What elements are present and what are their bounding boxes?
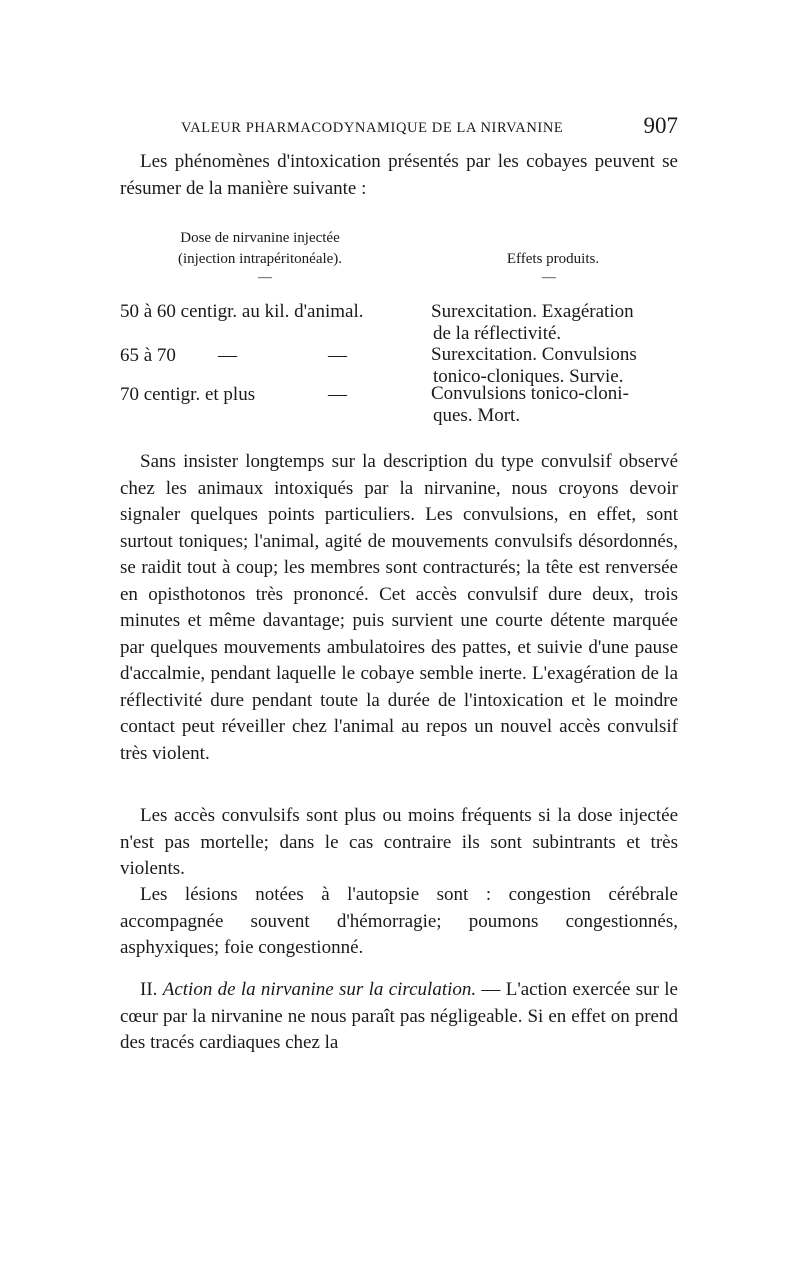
section-text: — L'action exercée sur le cœur par la nirvanine ne nous paraît pas négligeable. Si en effet on prend des tracés cardiaques chez la — [120, 979, 678, 1053]
effect-row-3-line2: ques. Mort. — [433, 405, 521, 426]
dose-header-dash: — — [258, 270, 272, 285]
effect-row-3-line1: Convulsions tonico-cloni- — [431, 383, 629, 404]
effect-column-header: Effets produits. — [506, 251, 600, 267]
dose-column-header — [145, 228, 375, 270]
dose-row-1: 50 à 60 centigr. au kil. d'animal. — [120, 301, 364, 322]
effect-row-2 — [431, 344, 678, 388]
effect-row-1 — [431, 301, 678, 345]
running-title: VALEUR PHARMACODYNAMIQUE DE LA NIRVANINE — [181, 120, 564, 136]
dose-row-2-ditto-2: — — [328, 345, 347, 366]
dose-header-line1: Dose de nirvanine injectée — [180, 230, 340, 246]
dose-header-line2: (injection intrapéritonéale). — [177, 251, 343, 267]
effect-row-2-line1: Surexcitation. Convulsions — [431, 344, 637, 365]
dose-row-3-ditto: — — [328, 384, 347, 405]
dose-row-2: 65 à 70 — [120, 345, 176, 366]
effect-row-1-line1: Surexcitation. Exagération — [431, 301, 634, 322]
effect-row-2-line2: tonico-cloniques. Survie. — [433, 366, 624, 387]
dose-row-3: 70 centigr. et plus — [120, 384, 256, 405]
running-header — [181, 113, 678, 141]
paragraph-convulsions: Sans insister longtemps sur la description du type convulsif observé chez les animaux intoxiqués par la nirvanine, nous croyons devoir signaler quelques points particuliers. Les convulsions, en effet, sont surtout toniques; l'animal, agité de mouvements convulsifs désordonnés, se raidit tout à coup; les membres sont contracturés; la tête est renversée en opisthotonos très prononcé. Cet accès convulsif dure deux, trois minutes et même davantage; puis survient une courte détente marquée par quelques mouvements ambulatoires des pattes, et suivie d'une pause d'accalmie, pendant laquelle le cobaye semble inerte. L'exagération de la réflectivité dure pendant toute la durée de l'intoxication et le moindre contact peut réveiller chez l'animal au repos un nouvel accès convulsif très violent. — [120, 451, 678, 764]
dose-row-2-ditto-1: — — [218, 345, 237, 366]
effect-header-dash: — — [542, 270, 556, 285]
section-number: II. — [140, 979, 158, 1000]
intro-paragraph: Les phénomènes d'intoxication présentés par les cobayes peuvent se résumer de la manière suivante : — [120, 151, 678, 199]
paragraph-lesions: Les lésions notées à l'autopsie sont : congestion cérébrale accompagnée souvent d'hémorragie; poumons congestionnés, asphyxiques; foie congestionné. — [120, 884, 678, 958]
section-title: Action de la nirvanine sur la circulation. — [162, 979, 477, 1000]
section-circulation — [120, 977, 678, 1057]
page-number: 907 — [643, 113, 678, 138]
effect-row-3 — [431, 383, 678, 427]
effect-row-1-line2: de la réflectivité. — [433, 323, 562, 344]
paragraph-frequency: Les accès convulsifs sont plus ou moins fréquents si la dose injectée n'est pas mortelle; dans le cas contraire ils sont subintrants et très violents. — [120, 805, 678, 879]
